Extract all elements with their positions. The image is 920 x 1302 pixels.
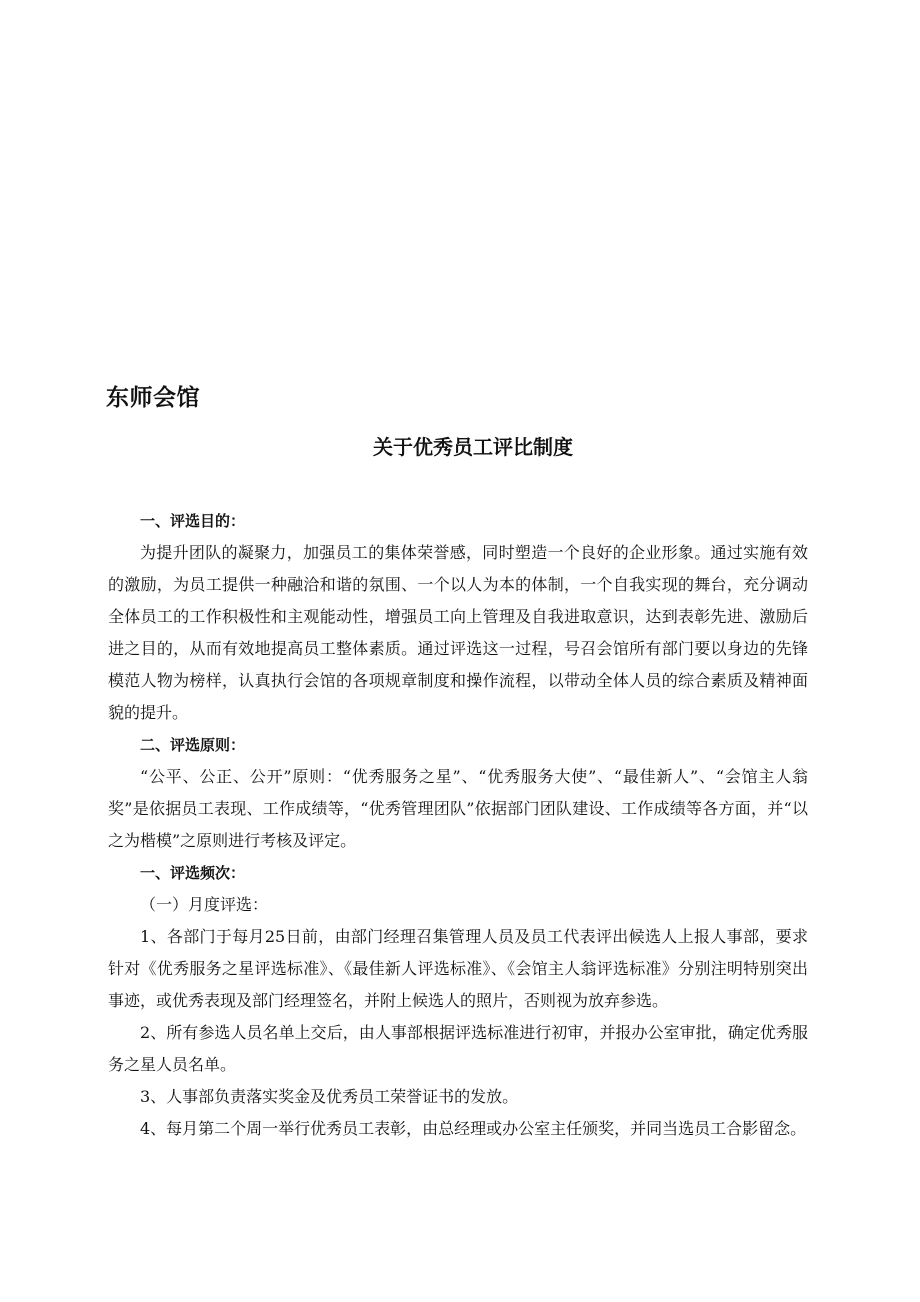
- section-heading: 一、评选目的：: [140, 512, 246, 530]
- section-heading: 一、评选频次：: [140, 864, 246, 882]
- document-title: 关于优秀员工评比制度: [373, 435, 573, 459]
- section-paragraph: 1、各部门于每月25日前，由部门经理召集管理人员及员工代表评出候选人上报人事部，要求针对《优秀服务之星评选标准》、《最佳新人评选标准》、《会馆主人翁评选标准》分别注明特别突出事迹，或优秀表现及部门经理签名，并附上候选人的照片，否则视为放弃参选。: [108, 927, 808, 1010]
- sub-section-heading: （一）月度评选：: [140, 895, 269, 914]
- section-heading: 二、评选原则：: [140, 736, 246, 754]
- section-purpose: [108, 505, 808, 729]
- section-frequency: [108, 857, 808, 1145]
- section-paragraph: 为提升团队的凝聚力，加强员工的集体荣誉感，同时塑造一个良好的企业形象。通过实施有效的激励，为员工提供一种融洽和谐的氛围、一个以人为本的体制，一个自我实现的舞台，充分调动全体员工的工作积极性和主观能动性，增强员工向上管理及自我进取意识，达到表彰先进、激励后进之目的，从而有效地提高员工整体素质。通过评选这一过程，号召会馆所有部门要以身边的先锋模范人物为榜样，认真执行会馆的各项规章制度和操作流程，以带动全体人员的综合素质及精神面貌的提升。: [108, 543, 808, 722]
- section-principles: [108, 729, 808, 857]
- section-paragraph: 2、所有参选人员名单上交后，由人事部根据评选标准进行初审，并报办公室审批，确定优秀服务之星人员名单。: [108, 1023, 808, 1074]
- document-body: [108, 505, 808, 1145]
- section-paragraph: 4、每月第二个周一举行优秀员工表彰，由总经理或办公室主任颁奖，并同当选员工合影留念。: [140, 1119, 807, 1138]
- organization-name: 东师会馆: [106, 385, 200, 411]
- section-paragraph: “公平、公正、公开”原则：“优秀服务之星”、“优秀服务大使”、“最佳新人”、“会馆主人翁奖”是依据员工表现、工作成绩等，“优秀管理团队”依据部门团队建设、工作成绩等各方面，并“以之为楷模”之原则进行考核及评定。: [108, 767, 808, 850]
- section-paragraph: 3、人事部负责落实奖金及优秀员工荣誉证书的发放。: [140, 1087, 519, 1106]
